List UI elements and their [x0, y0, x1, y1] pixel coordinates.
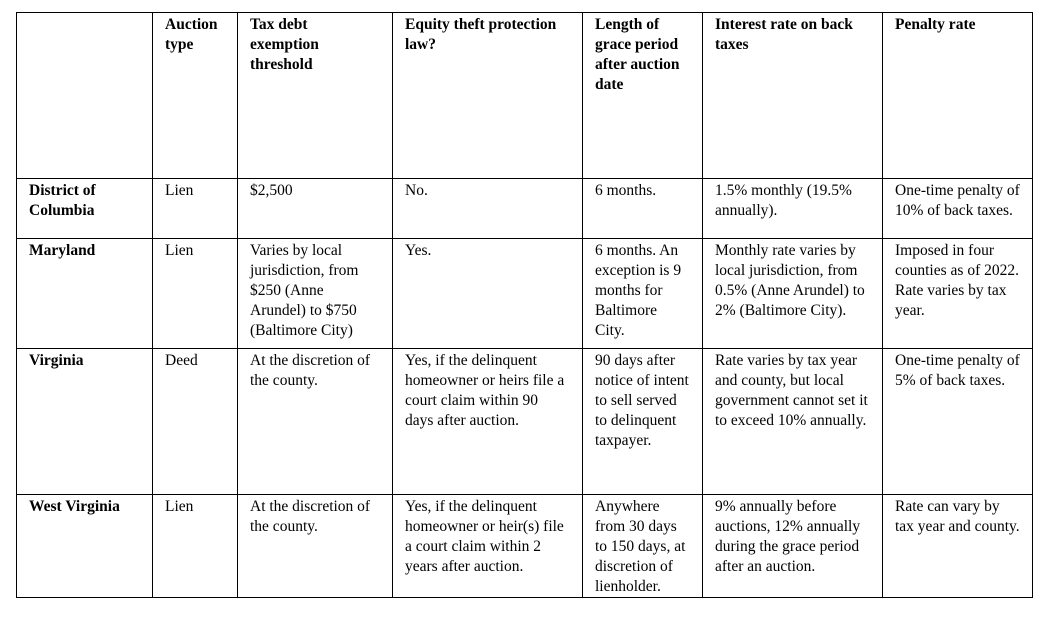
header-threshold: Tax debt exemption threshold: [238, 13, 393, 179]
state-cell: District of Columbia: [17, 179, 153, 239]
header-penalty-rate: Penalty rate: [883, 13, 1033, 179]
penalty-rate-cell: One-time penalty of 10% of back taxes.: [883, 179, 1033, 239]
header-interest-rate: Interest rate on back taxes: [703, 13, 883, 179]
grace-period-cell: 6 months. An exception is 9 months for Baltimore City.: [583, 239, 703, 349]
equity-law-cell: Yes, if the delinquent homeowner or heir(s) file a court claim within 2 years after auction.: [393, 495, 583, 598]
threshold-cell: $2,500: [238, 179, 393, 239]
state-cell: Maryland: [17, 239, 153, 349]
table-row: [17, 179, 1033, 239]
table-row: [17, 495, 1033, 598]
table-row: [17, 349, 1033, 495]
interest-rate-cell: Monthly rate varies by local jurisdiction, from 0.5% (Anne Arundel) to 2% (Baltimore City).: [703, 239, 883, 349]
threshold-cell: At the discretion of the county.: [238, 495, 393, 598]
auction-type-cell: Lien: [153, 495, 238, 598]
interest-rate-cell: 9% annually before auctions, 12% annually during the grace period after an auction.: [703, 495, 883, 598]
penalty-rate-cell: One-time penalty of 5% of back taxes.: [883, 349, 1033, 495]
grace-period-cell: 90 days after notice of intent to sell served to delinquent taxpayer.: [583, 349, 703, 495]
header-grace-period: Length of grace period after auction date: [583, 13, 703, 179]
penalty-rate-cell: Imposed in four counties as of 2022. Rate varies by tax year.: [883, 239, 1033, 349]
auction-type-cell: Lien: [153, 239, 238, 349]
grace-period-cell: 6 months.: [583, 179, 703, 239]
state-cell: West Virginia: [17, 495, 153, 598]
header-row: [17, 13, 1033, 179]
threshold-cell: At the discretion of the county.: [238, 349, 393, 495]
equity-law-cell: Yes, if the delinquent homeowner or heirs file a court claim within 90 days after auction.: [393, 349, 583, 495]
header-auction-type: Auction type: [153, 13, 238, 179]
interest-rate-cell: 1.5% monthly (19.5% annually).: [703, 179, 883, 239]
interest-rate-cell: Rate varies by tax year and county, but local government cannot set it to exceed 10% annually.: [703, 349, 883, 495]
threshold-cell: Varies by local jurisdiction, from $250 (Anne Arundel) to $750 (Baltimore City): [238, 239, 393, 349]
auction-type-cell: Lien: [153, 179, 238, 239]
auction-type-cell: Deed: [153, 349, 238, 495]
state-cell: Virginia: [17, 349, 153, 495]
penalty-rate-cell: Rate can vary by tax year and county.: [883, 495, 1033, 598]
table-row: [17, 239, 1033, 349]
equity-law-cell: No.: [393, 179, 583, 239]
grace-period-cell: Anywhere from 30 days to 150 days, at discretion of lienholder.: [583, 495, 703, 598]
header-state: [17, 13, 153, 179]
header-equity-law: Equity theft protection law?: [393, 13, 583, 179]
tax-auction-comparison-table: [16, 12, 1033, 598]
equity-law-cell: Yes.: [393, 239, 583, 349]
